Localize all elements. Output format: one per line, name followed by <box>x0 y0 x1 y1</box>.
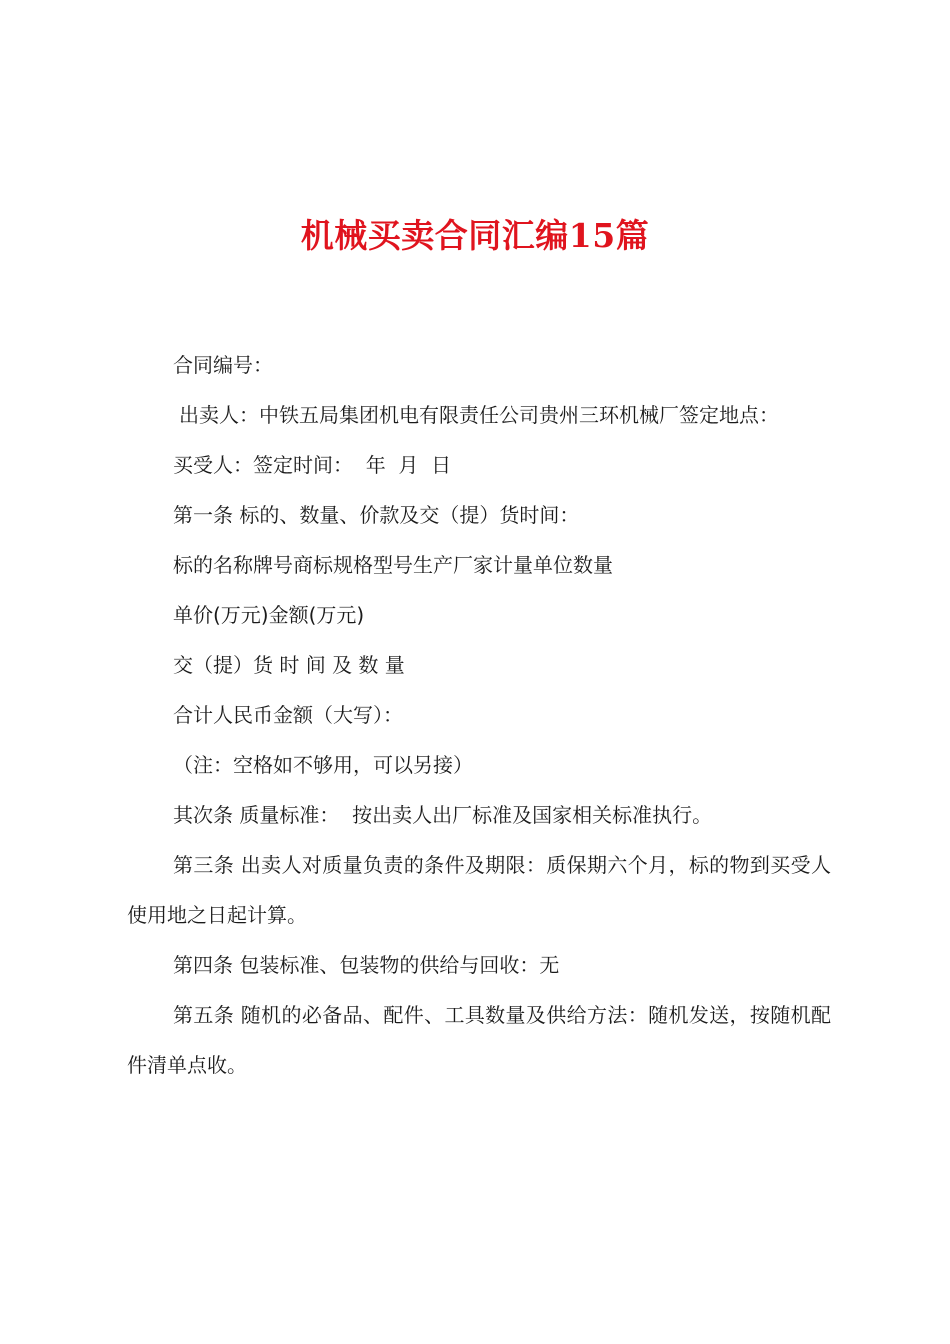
paragraph-buyer: 买受人：签定时间： 年 月 日 <box>173 453 452 477</box>
document-body <box>127 340 831 1090</box>
paragraph-contract-number: 合同编号： <box>173 353 273 377</box>
paragraph-article-1: 第一条 标的、数量、价款及交（提）货时间： <box>173 503 580 527</box>
paragraph-item-header: 标的名称牌号商标规格型号生产厂家计量单位数量 <box>173 553 613 577</box>
paragraph-seller: 出卖人：中铁五局集团机电有限责任公司贵州三环机械厂签定地点： <box>179 403 779 427</box>
paragraph-note: （注：空格如不够用，可以另接） <box>173 753 473 777</box>
paragraph-price-header: 单价(万元)金额(万元) <box>173 603 365 627</box>
document-title: 机械买卖合同汇编15篇 <box>300 216 650 255</box>
paragraph-article-2: 其次条 质量标准： 按出卖人出厂标准及国家相关标准执行。 <box>173 803 713 827</box>
paragraph-delivery-header: 交（提）货 时 间 及 数 量 <box>173 653 405 677</box>
paragraph-article-5: 第五条 随机的必备品、配件、工具数量及供给方法：随机发送，按随机配件清单点收。 <box>127 1003 831 1077</box>
paragraph-article-4: 第四条 包装标准、包装物的供给与回收：无 <box>173 953 560 977</box>
paragraph-article-3: 第三条 出卖人对质量负责的条件及期限：质保期六个月，标的物到买受人使用地之日起计算。 <box>127 853 831 927</box>
paragraph-total-amount: 合计人民币金额（大写）： <box>173 703 403 727</box>
